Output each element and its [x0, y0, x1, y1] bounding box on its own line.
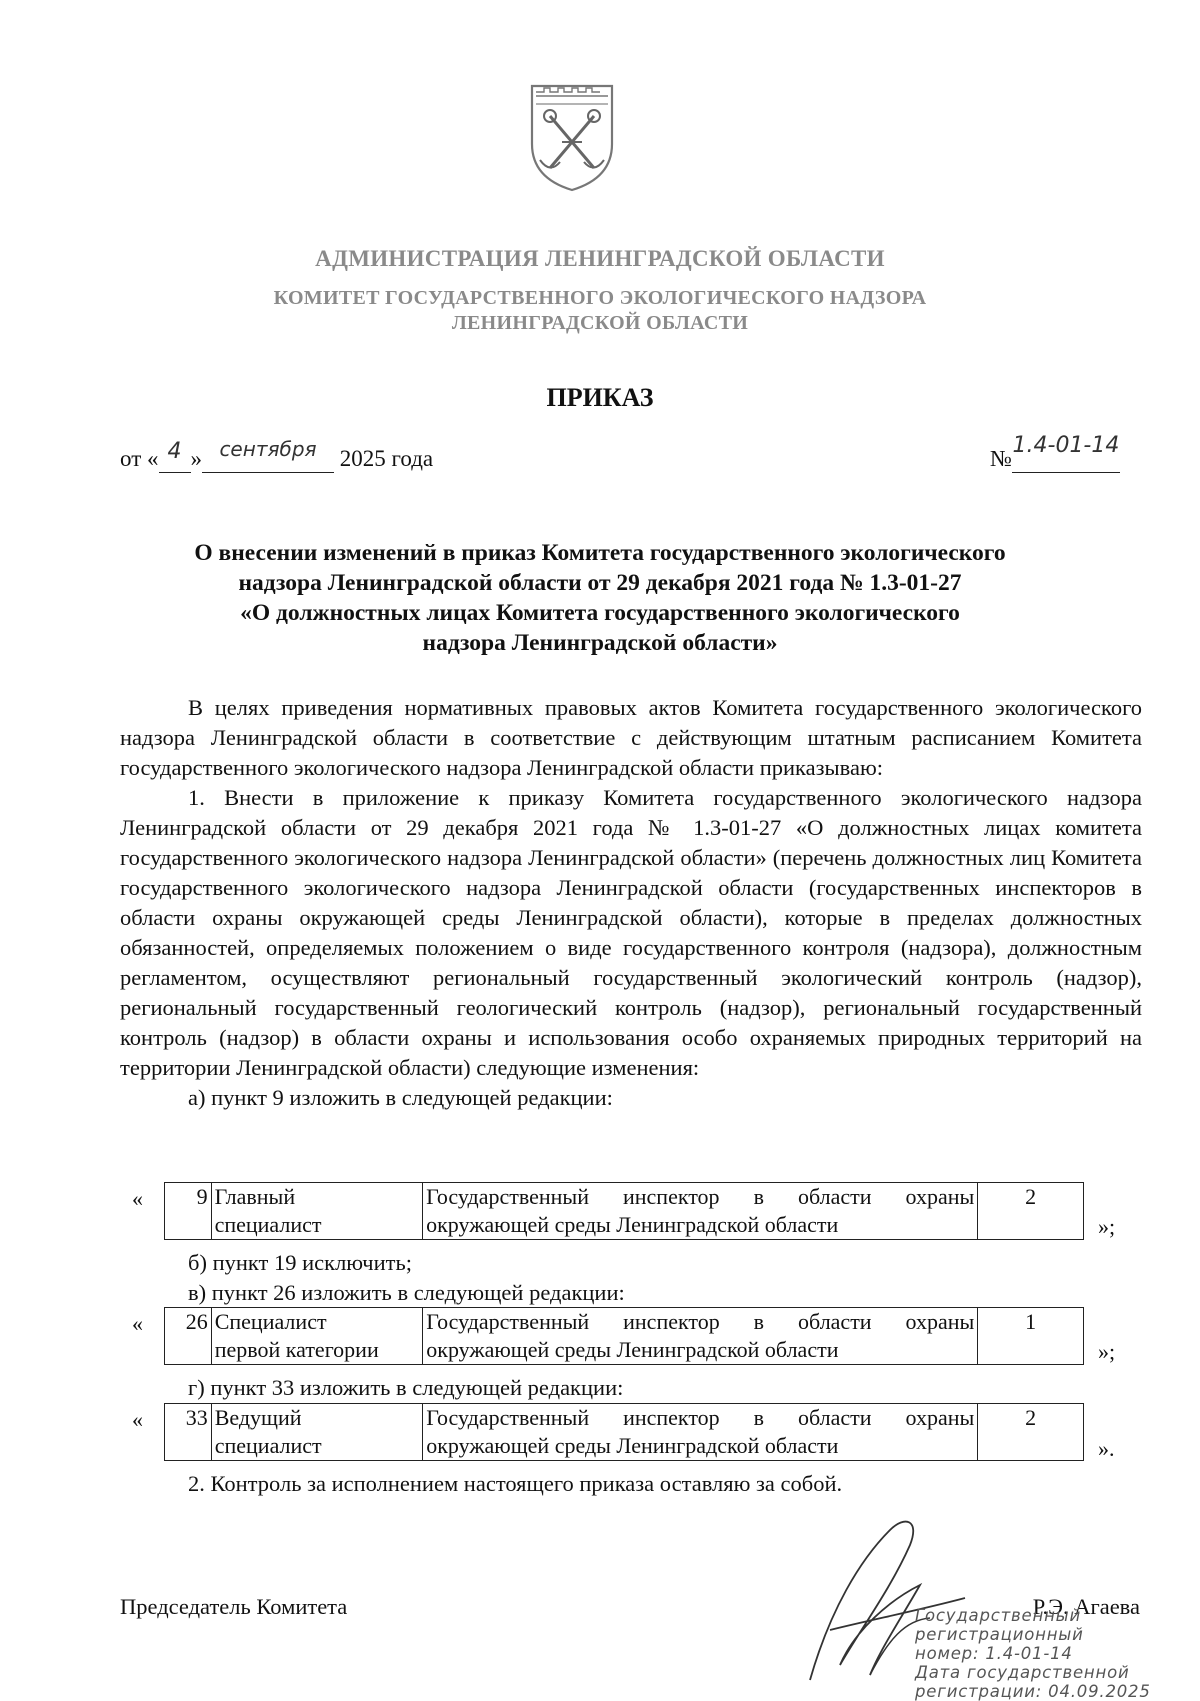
table-row	[164, 1307, 1084, 1365]
date-line	[120, 437, 434, 473]
number-value: 1.4-01-14	[1012, 446, 1120, 473]
registration-note	[915, 1606, 1151, 1701]
date-day: 4	[159, 446, 191, 473]
header-administration: АДМИНИСТРАЦИЯ ЛЕНИНГРАДСКОЙ ОБЛАСТИ	[315, 246, 885, 271]
header-committee: КОМИТЕТ ГОСУДАРСТВЕННОГО ЭКОЛОГИЧЕСКОГО НАДЗОРА	[273, 287, 927, 309]
row-position: Специалист первой категории	[211, 1308, 423, 1365]
row-position: Ведущий специалист	[211, 1404, 423, 1461]
order-subject	[0, 538, 1200, 658]
row-count: 2	[978, 1183, 1084, 1240]
body-intro	[120, 693, 1142, 1113]
subject-line-4: надзора Ленинградской области»	[422, 630, 778, 656]
number-label: №	[990, 446, 1012, 471]
quote-close: »;	[1098, 1339, 1116, 1364]
date-suffix: 2025 года	[339, 446, 434, 471]
subject-line-1: О внесении изменений в приказ Комитета государственного экологического	[194, 540, 1006, 566]
item-2-paragraph: 2. Контроль за исполнением настоящего приказа оставляю за собой.	[188, 1471, 843, 1496]
date-mid: »	[190, 446, 202, 471]
sub-item-a: а) пункт 9 изложить в следующей редакции:	[188, 1085, 613, 1110]
sub-items-b-v	[120, 1248, 1142, 1308]
header-region: ЛЕНИНГРАДСКОЙ ОБЛАСТИ	[451, 312, 749, 334]
quote-close: »;	[1098, 1214, 1116, 1239]
document-type-title: ПРИКАЗ	[546, 383, 654, 412]
intro-paragraph: В целях приведения нормативных правовых актов Комитета государственного экологического надзора Ленинградской области в соответствие с действующим штатным расписанием Комитета государственного экологического надзора Ленинградской области приказываю:	[120, 695, 1142, 780]
quote-open: «	[132, 1311, 143, 1336]
row-count: 2	[978, 1404, 1084, 1461]
item-2-block	[120, 1469, 1142, 1499]
row-number: 9	[165, 1183, 212, 1240]
sub-item-g-block	[120, 1373, 1142, 1403]
registration-line-2: регистрационный	[915, 1625, 1084, 1644]
quote-open: «	[132, 1407, 143, 1432]
row-role: Государственный инспектор в области охраны окружающей среды Ленинградской области	[423, 1308, 978, 1365]
row-role: Государственный инспектор в области охраны окружающей среды Ленинградской области	[423, 1404, 978, 1461]
order-number	[990, 433, 1120, 473]
registration-line-5: регистрации: 04.09.2025	[915, 1682, 1151, 1701]
table-row	[164, 1403, 1084, 1461]
sub-item-b: б) пункт 19 исключить;	[188, 1250, 412, 1275]
row-number: 26	[165, 1308, 212, 1365]
coat-of-arms-emblem	[526, 82, 618, 194]
date-prefix: от «	[120, 446, 159, 471]
row-role: Государственный инспектор в области охраны окружающей среды Ленинградской области	[423, 1183, 978, 1240]
date-month: сентября	[202, 446, 334, 473]
quote-close: ».	[1098, 1436, 1115, 1461]
sub-item-v: в) пункт 26 изложить в следующей редакции:	[188, 1280, 625, 1305]
registration-line-1: Государственный	[915, 1606, 1082, 1625]
subject-line-3: «О должностных лицах Комитета государственного экологического	[240, 600, 960, 626]
table-row	[164, 1182, 1084, 1240]
registration-line-4: Дата государственной	[915, 1663, 1130, 1682]
sub-item-g: г) пункт 33 изложить в следующей редакции:	[188, 1375, 624, 1400]
signatory-name: Р.Э. Агаева	[1032, 1594, 1140, 1619]
registration-line-3: номер: 1.4-01-14	[915, 1644, 1073, 1663]
row-count: 1	[978, 1308, 1084, 1365]
row-position: Главный специалист	[211, 1183, 423, 1240]
subject-line-2: надзора Ленинградской области от 29 декабря 2021 года № 1.3-01-27	[238, 570, 962, 596]
quote-open: «	[132, 1186, 143, 1211]
signatory-title: Председатель Комитета	[120, 1594, 348, 1619]
row-number: 33	[165, 1404, 212, 1461]
item-1-paragraph: 1. Внести в приложение к приказу Комитета государственного экологического надзора Ленинградской области от 29 декабря 2021 года № 1.3-01-27 «О должностных лицах комитета государственного экологического надзора Ленинградской области» (перечень должностных лиц Комитета государственного экологического надзора Ленинградской области (государственных инспекторов в области охраны окружающей среды Ленинградской области), которые в пределах должностных обязанностей, определяемых положением о виде государственного контроля (надзора), должностным регламентом, осуществляют региональный государственный экологический контроль (надзор), региональный государственный геологический контроль (надзор), региональный государственный контроль (надзор) в области охраны и использования особо охраняемых природных территорий на территории Ленинградской области) следующие изменения:	[120, 785, 1142, 1080]
